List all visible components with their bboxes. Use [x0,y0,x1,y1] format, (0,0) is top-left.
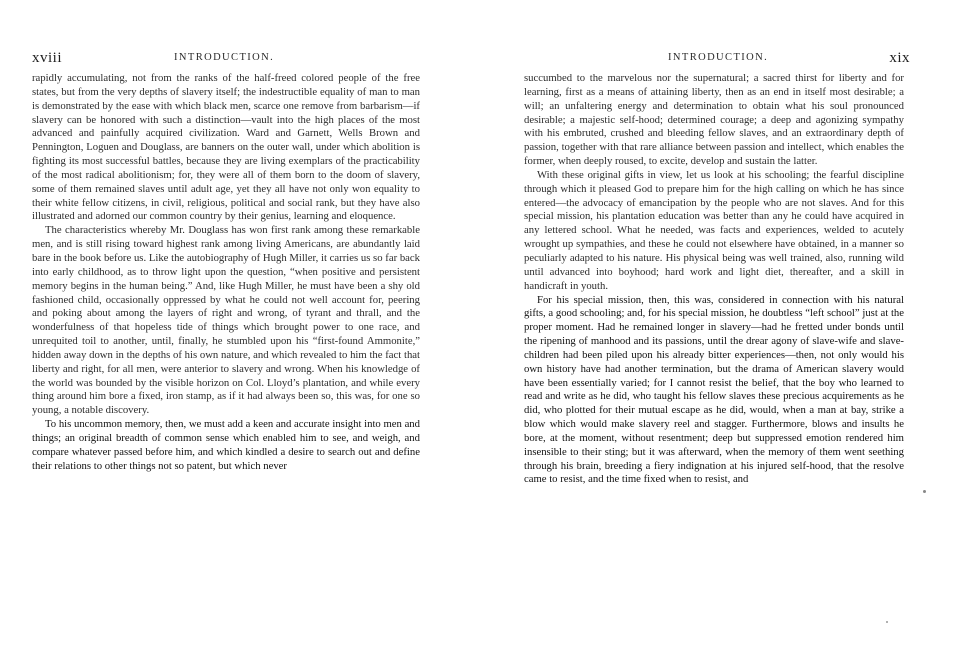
running-head-left [32,50,420,76]
page-number-right: xix [889,50,910,66]
paragraph: With these original gifts in view, let us look at his schooling; the fearful discipline through which it pleased God to prepare him for the high calling on which he has since entered—the advocacy of emancipation by the people who are not slaves. And for this special mission, his plantation education was better than any he could have acquired in any lettered school. What he needed, was facts and experiences, welded to acutely wrought up sympathies, and these he could not elsewhere have obtained, in a manner so peculiarly adapted to his nature. His physical being was well trained, also, running wild until advanced into boyhood; hard work and light diet, thereafter, and a skill in handicraft in youth. [524,168,904,292]
running-head-right [524,50,910,76]
paragraph: rapidly accumulating, not from the ranks of the half-freed colored people of the free states, but from the very depths of slavery itself; the indestructible equality of man to man is demonstrated by the ease with which black men, scarce one remove from barbarism—if slavery can be honored with such a distinction—vault into the high places of the most advanced and painfully acquired civilization. Ward and Garnett, Wells Brown and Pennington, Loguen and Douglass, are banners on the outer wall, under which abolition is fighting its most successful battles, because they are living exemplars of the practicability of the most radical abolitionism; for, they were all of them born to the doom of slavery, some of them remained slaves until adult age, yet they all have not only won equality to their white fellow citizens, in civil, religious, political and social rank, but they have also illustrated and adorned our common country by their genius, learning and eloquence. [32,72,420,223]
scan-speck [886,621,888,623]
page-number-left: xviii [32,50,63,66]
right-page [524,0,910,668]
paragraph: succumbed to the marvelous nor the supernatural; a sacred thirst for liberty and for learning, first as a means of attaining liberty, then as an end in itself most desirable; a will; an unfaltering energy and determination to obtain what his soul pronounced desirable; a majestic self-hood; determined courage; a deep and agonizing sympathy with his embruted, crushed and bleeding fellow slaves, and an extraordinary depth of passion, together with that rare alliance between passion and intellect, which enables the former, when deeply roused, to excite, develop and sustain the latter. [524,72,904,168]
left-page-body [32,72,420,473]
paragraph: The characteristics whereby Mr. Douglass has won first rank among these remarkable men, and is still rising toward highest rank among living Americans, are abundantly laid bare in the book before us. Like the autobiography of Hugh Miller, it carries us so far back into early childhood, as to throw light upon the question, “when positive and persistent memory begins in the human being.” And, like Hugh Miller, he must have been a shy old fashioned child, occasionally oppressed by what he could not well account for, peering and poking about among the layers of right and wrong, of tyrant and thrall, and the wonderfulness of that hopeless tide of things which brought power to one race, and unrequited toil to another, until, finally, he stumbled upon his “first-found Ammonite,” hidden away down in the depths of his own nature, and which revealed to him the fact that liberty and right, for all men, were anterior to slavery and wrong. When his knowledge of the world was bounded by the visible horizon on Col. Lloyd’s plantation, and while every thing around him bore a fixed, iron stamp, as if it had always been so, this was, for one so young, a notable discovery. [32,224,420,417]
scan-speck [923,490,926,493]
running-title-left: INTRODUCTION. [174,52,275,63]
paragraph: For his special mission, then, this was, considered in connection with his natural gifts, a good schooling; and, for his special mission, he doubtless “left school” just at the proper moment. Had he remained longer in slavery—had he fretted under bonds until the ripening of manhood and its passions, until the drear agony of slave-wife and slave-children had been piled upon his already bitter experiences—then, not only would his own history have had another termination, but the drama of American slavery would have been essentially varied; for I cannot resist the belief, that the boy who learned to read and write as he did, who taught his fellow slaves these precious acquirements as he did, who plotted for their mutual escape as he did, would, when a man at bay, strike a blow which would make slavery reel and stagger. Furthermore, blows and insults he bore, at the moment, without resentment; deep but suppressed emotion rendered him insensible to their sting; but it was afterward, when the memory of them went seething through his brain, breeding a fiery indignation at his injured self-hood, that the resolve came to resist, and the time fixed when to resist, and [524,293,904,486]
paragraph: To his uncommon memory, then, we must add a keen and accurate insight into men and things; an original breadth of common sense which enabled him to see, and weigh, and compare whatever passed before him, and which kindled a desire to search out and define their relations to other things not so patent, but which never [32,418,420,472]
left-page [32,0,420,668]
right-page-body [524,72,904,487]
running-title-right: INTRODUCTION. [668,52,769,63]
